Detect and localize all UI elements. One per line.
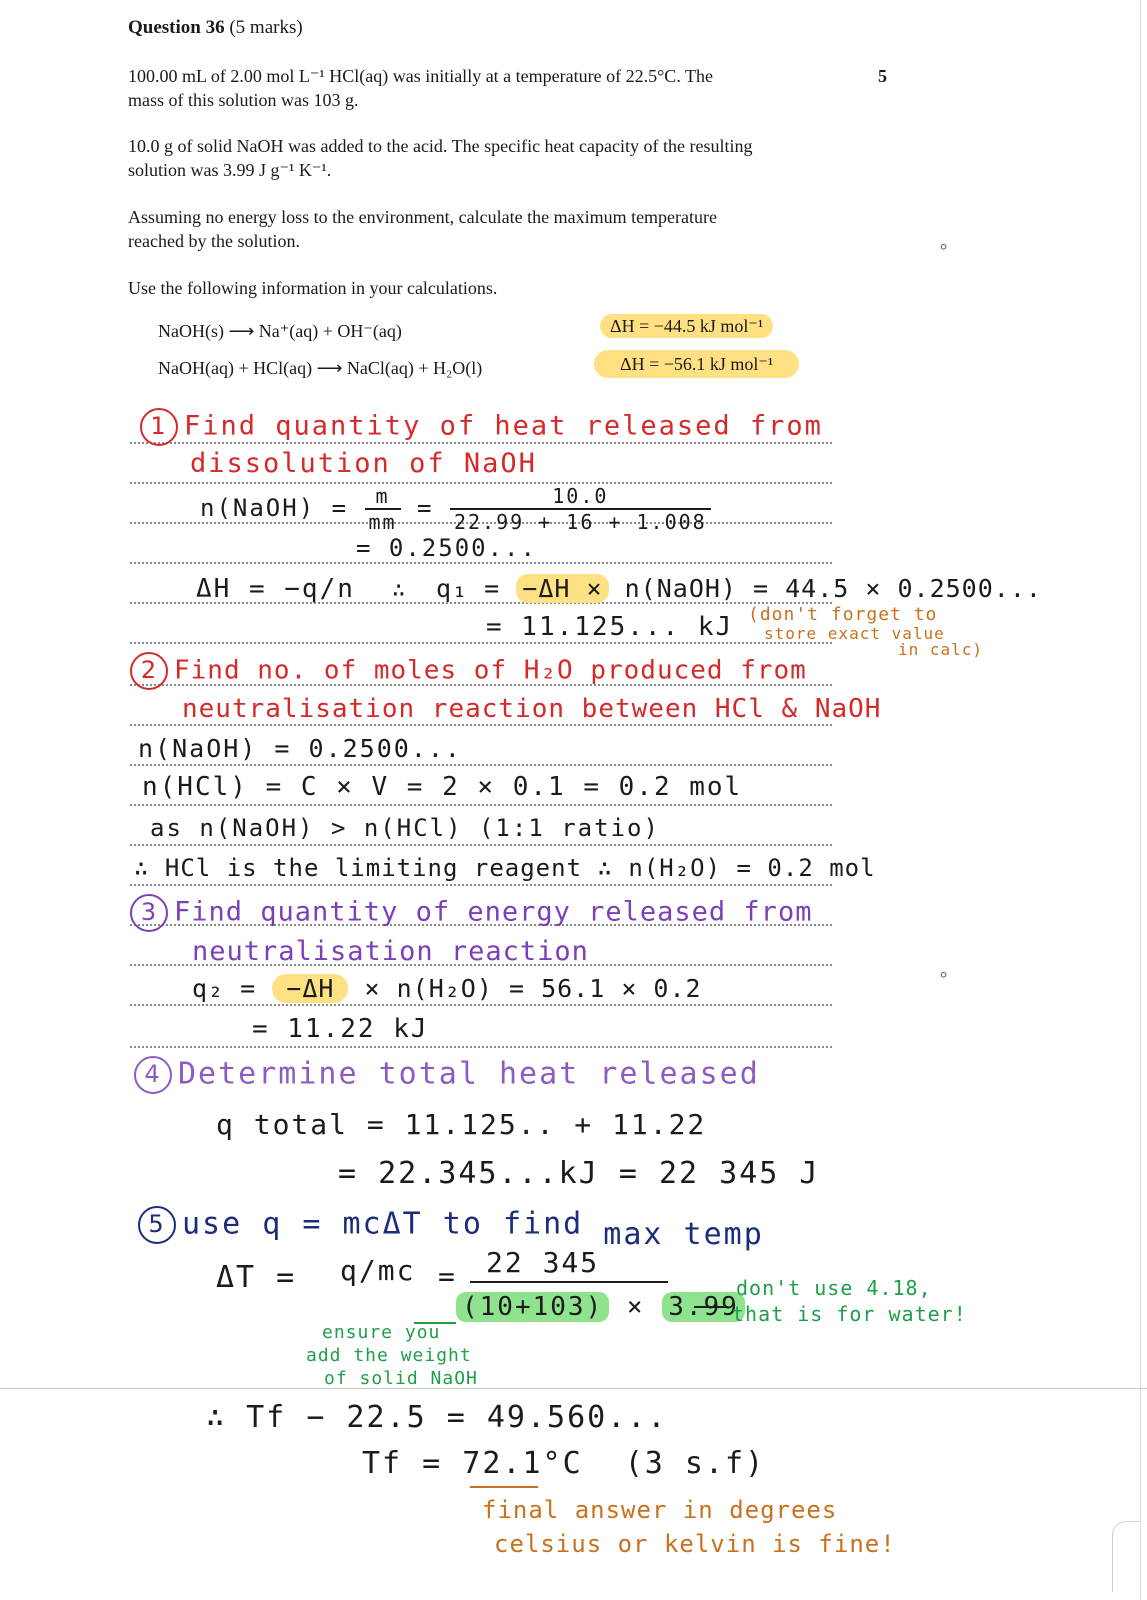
step5-final-temperature-1: ∴ Tf − 22.5 = 49.560... <box>206 1400 668 1435</box>
question-title: Question 36 <box>128 17 225 38</box>
answer-line <box>130 1046 832 1048</box>
step5-note-line1: don't use 4.18, <box>736 1276 932 1300</box>
answer-line <box>130 724 832 726</box>
step1-number: 1 <box>140 408 178 446</box>
step5-fraction-denominator: (10+103) × 3.99 <box>456 1292 745 1322</box>
step2-title-line2: neutralisation reaction between HCl & NaOH <box>182 694 882 724</box>
answer-line <box>130 884 832 886</box>
step2-line2: n(HCl) = C × V = 2 × 0.1 = 0.2 mol <box>142 772 743 802</box>
step1-enthalpy-relation: ΔH = −q/n <box>196 574 355 604</box>
step1-title-line2: dissolution of NaOH <box>190 448 537 479</box>
step2-line3: as n(NaOH) > n(HCl) (1:1 ratio) <box>150 814 660 842</box>
page-edge <box>1140 0 1141 1600</box>
step4-number: 4 <box>134 1056 172 1094</box>
equation-1: NaOH(s) ⟶ Na⁺(aq) + OH⁻(aq) <box>158 321 402 341</box>
step5-equals: = <box>438 1260 457 1293</box>
step1-q1-equation: q₁ = −ΔH × n(NaOH) = 44.5 × 0.2500... <box>436 574 1042 603</box>
step5-delta-t: ΔT = <box>216 1260 297 1295</box>
step1-moles-result: = 0.2500... <box>356 534 537 562</box>
equation-1-enthalpy: ΔH = −44.5 kJ mol⁻¹ <box>600 314 773 338</box>
step5-ensure-line3: of solid NaOH <box>324 1368 478 1389</box>
step1-note-line3: in calc) <box>898 640 984 659</box>
step2-number: 2 <box>130 652 168 690</box>
step5-fraction-numerator: 22 345 <box>486 1246 600 1279</box>
step2-title-line1: 2 Find no. of moles of H₂O produced from <box>130 652 807 690</box>
para2-line2: solution was 3.99 J g⁻¹ K⁻¹. <box>128 160 332 180</box>
step5-title: 5 use q = mcΔT to find max temp <box>138 1206 764 1244</box>
step5-ensure-line2: add the weight <box>306 1345 472 1366</box>
answer-line <box>130 764 832 766</box>
step5-final-note-line2: celsius or kelvin is fine! <box>494 1530 896 1558</box>
step2-line4: ∴ HCl is the limiting reagent ∴ n(H₂O) = 0.2 mol <box>134 854 876 882</box>
para1-line1: 100.00 mL of 2.00 mol L⁻¹ HCl(aq) was initially at a temperature of 22.5°C. The <box>128 66 713 86</box>
step5-note-line2: that is for water! <box>732 1302 967 1326</box>
step3-number: 3 <box>130 894 168 932</box>
step5-q-over-mc: q/mc <box>340 1254 416 1287</box>
step4-line2: = 22.345...kJ = 22 345 J <box>338 1156 820 1191</box>
answer-line <box>130 844 832 846</box>
marks-number: 5 <box>878 66 887 86</box>
step3-title-line1: 3 Find quantity of energy released from <box>130 894 812 932</box>
question-heading <box>128 16 303 40</box>
final-answer-underline <box>470 1486 538 1488</box>
step5-final-note-line1: final answer in degrees <box>482 1496 838 1524</box>
step4-line1: q total = 11.125.. + 11.22 <box>216 1108 707 1141</box>
equation-2-enthalpy: ΔH = −56.1 kJ mol⁻¹ <box>594 352 799 376</box>
answer-line <box>130 642 832 644</box>
para3-line2: reached by the solution. <box>128 231 300 251</box>
answer-line <box>130 562 832 564</box>
step2-line1: n(NaOH) = 0.2500... <box>138 734 462 763</box>
step5-note-arrow <box>694 1306 728 1308</box>
answer-line <box>130 1004 832 1006</box>
step1-title-line1: 1 Find quantity of heat released from <box>140 408 823 446</box>
para3-line1: Assuming no energy loss to the environment, calculate the maximum temperature <box>128 207 718 227</box>
step5-number: 5 <box>138 1206 176 1244</box>
equation-2: NaOH(aq) + HCl(aq) ⟶ NaCl(aq) + H₂O(l) <box>158 358 483 378</box>
margin-mark-2: ° <box>940 968 948 988</box>
step5-ensure-line1: ensure you <box>322 1322 441 1343</box>
step3-q2-result: = 11.22 kJ <box>252 1014 429 1044</box>
para2-line1: 10.0 g of solid NaOH was added to the acid. The specific heat capacity of the resulting <box>128 136 753 156</box>
para1-line2: mass of this solution was 103 g. <box>128 90 359 110</box>
margin-mark-1: ° <box>940 240 948 260</box>
answer-line <box>130 804 832 806</box>
step3-title-line2: neutralisation reaction <box>192 936 589 967</box>
page-corner <box>1112 1521 1139 1592</box>
step1-moles-equation: n(NaOH) = $\frac{m}{mm}$ = $\frac{10.0}{22.99 + 16 + 1.008}$ <box>200 484 711 534</box>
step1-note-line2: store exact value <box>764 624 945 643</box>
step5-fraction-bar <box>470 1281 668 1283</box>
step5-final-temperature-2: Tf = 72.1°C (3 s.f) <box>362 1446 766 1481</box>
step1-note-line1: (don't forget to <box>748 604 938 625</box>
step1-q1-result: = 11.125... kJ <box>486 612 734 642</box>
question-marks: (5 marks) <box>229 17 303 38</box>
step1-therefore: ∴ <box>392 578 408 603</box>
para4: Use the following information in your calculations. <box>128 278 498 298</box>
step3-q2-equation: q₂ = −ΔH × n(H₂O) = 56.1 × 0.2 <box>192 974 702 1003</box>
page-divider <box>0 1388 1147 1389</box>
step4-title: 4 Determine total heat released <box>134 1056 760 1094</box>
